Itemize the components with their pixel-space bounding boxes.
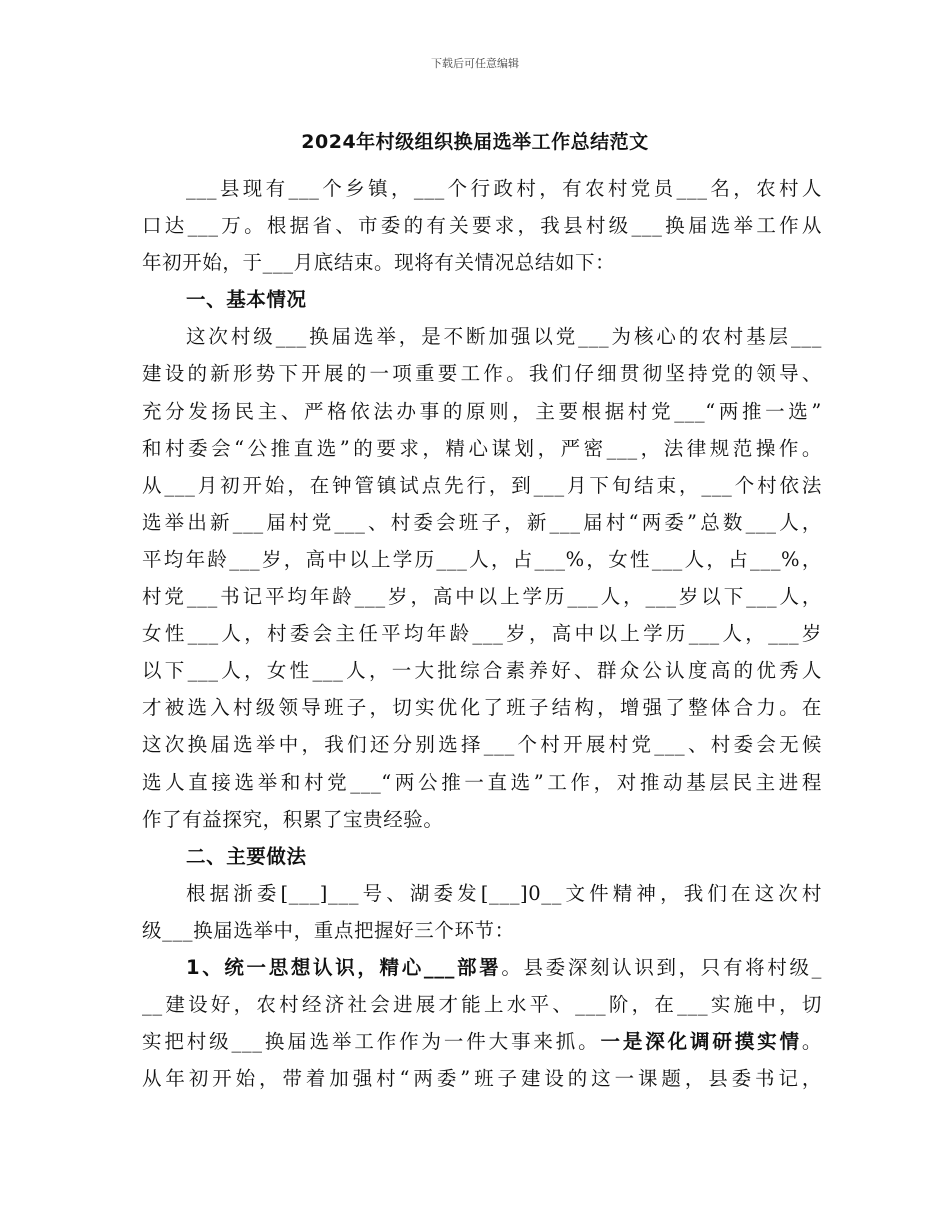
line-text: 。县委深刻认识到，只有将村级_ — [501, 955, 822, 979]
paragraph-line: 选人直接选举和村党___“两公推一直选”工作，对推动基层民主进程 — [142, 770, 822, 794]
line-text: 实把村级___换届选举工作作为一件大事来抓。 — [142, 1030, 601, 1054]
paragraph-line: 这次村级___换届选举，是不断加强以党___为核心的农村基层___ — [186, 325, 822, 349]
paragraph-line — [142, 1023, 822, 1060]
paragraph-line: ___县现有___个乡镇，___个行政村，有农村党员___名，农村人 — [186, 177, 822, 200]
paragraph-line: 选举出新___届村党___、村委会班子，新___届村“两委”总数___人， — [142, 510, 822, 534]
paragraph-line: 级___换届选举中，重点把握好三个环节： — [142, 918, 515, 942]
paragraph-line: 以下___人，女性___人，一大批综合素养好、群众公认度高的优秀人 — [142, 659, 822, 683]
paragraph-line: 从年初开始，带着加强村“两委”班子建设的这一课题，县委书记， — [142, 1067, 822, 1091]
document-body — [142, 170, 822, 1097]
paragraph-line: 建设的新形势下开展的一项重要工作。我们仔细贯彻坚持党的领导、 — [142, 362, 822, 386]
paragraph-line: 这次换届选举中，我们还分别选择___个村开展村党___、村委会无候 — [142, 733, 822, 757]
section-heading: 二、主要做法 — [186, 844, 307, 868]
paragraph-line — [142, 949, 822, 986]
paragraph-line: 才被选入村级领导班子，切实优化了班子结构，增强了整体合力。在 — [142, 696, 822, 720]
paragraph-line: 和村委会“公推直选”的要求，精心谋划，严密___，法律规范操作。 — [142, 436, 822, 460]
paragraph-line: 作了有益探究，积累了宝贵经验。 — [142, 807, 444, 831]
paragraph-line: __建设好，农村经济社会进展才能上水平、___阶，在___实施中，切 — [142, 993, 822, 1017]
bold-lead: 1、统一思想认识，精心___部署 — [186, 955, 502, 979]
paragraph-line: 充分发扬民主、严格依法办事的原则，主要根据村党___“两推一选” — [142, 399, 822, 423]
header-note: 下载后可任意编辑 — [431, 57, 519, 70]
paragraph-line: 平均年龄___岁，高中以上学历___人，占___%，女性___人，占___%， — [142, 547, 822, 571]
paragraph-line: 口达___万。根据省、市委的有关要求，我县村级___换届选举工作从 — [142, 214, 822, 238]
line-tail: 。 — [801, 1030, 823, 1054]
paragraph-line: 村党___书记平均年龄___岁，高中以上学历___人，___岁以下___人， — [142, 585, 822, 609]
section-heading: 一、基本情况 — [186, 288, 307, 312]
document-title: 2024年村级组织换届选举工作总结范文 — [301, 131, 649, 153]
paragraph-line: 年初开始，于___月底结束。现将有关情况总结如下： — [142, 251, 616, 275]
paragraph-line: 根据浙委[___]___号、湖委发[___]0__文件精神，我们在这次村 — [186, 881, 822, 905]
paragraph-line: 从___月初开始，在钟管镇试点先行，到___月下旬结束，___个村依法 — [142, 473, 822, 497]
bold-phrase: 一是深化调研摸实情 — [600, 1030, 802, 1054]
paragraph-line: 女性___人，村委会主任平均年龄___岁，高中以上学历___人，___岁 — [142, 622, 822, 646]
